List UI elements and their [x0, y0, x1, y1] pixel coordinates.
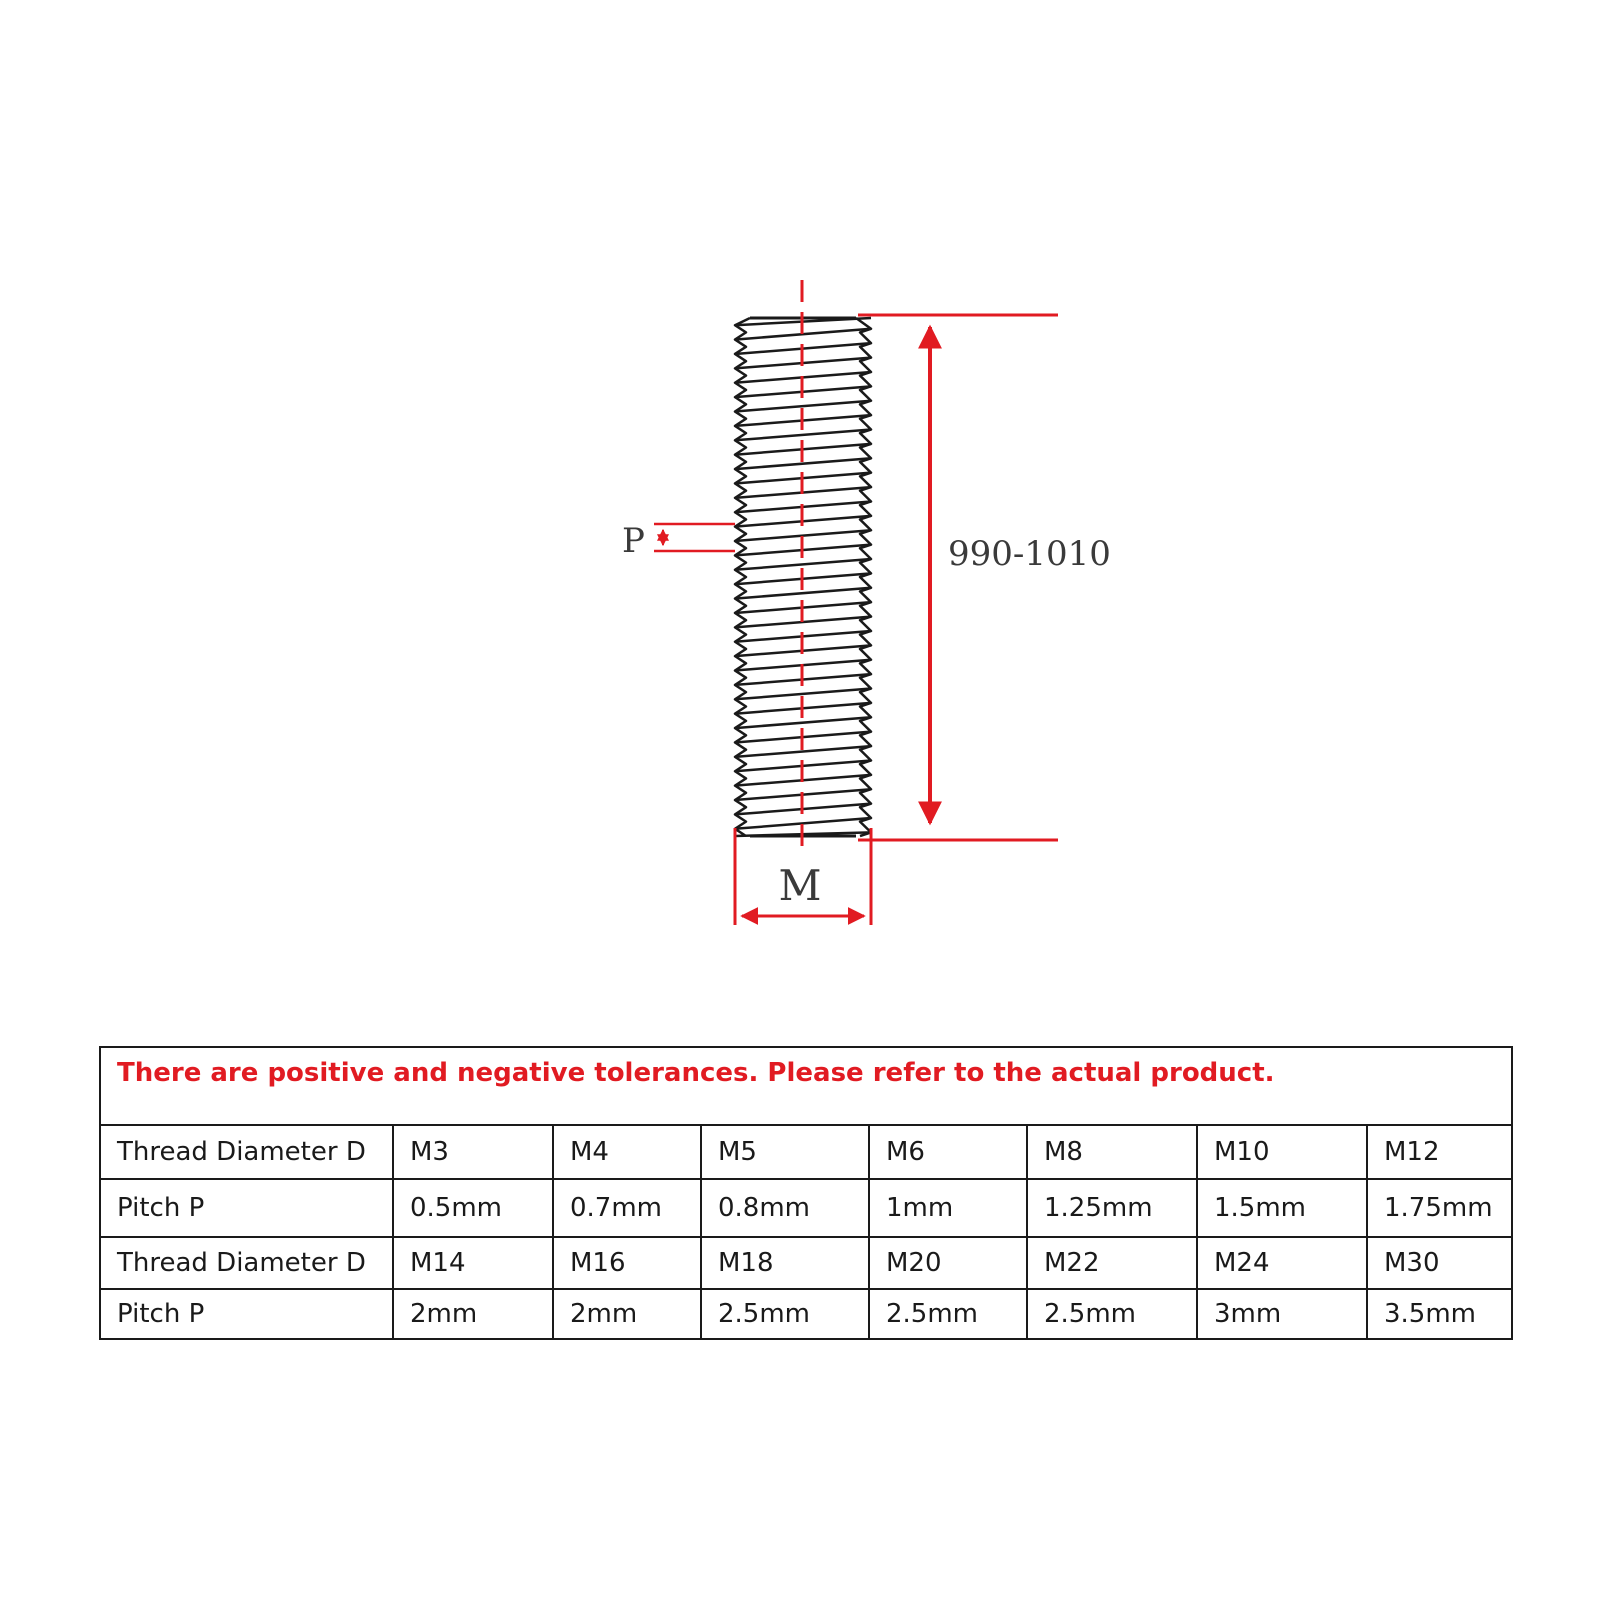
thread-crest-line: [735, 717, 871, 728]
table-cell: M14: [393, 1237, 553, 1289]
row-label: Thread Diameter D: [100, 1125, 393, 1179]
table-cell: 0.8mm: [701, 1179, 869, 1237]
row-label: Thread Diameter D: [100, 1237, 393, 1289]
table-cell: M16: [553, 1237, 701, 1289]
table-cell: M18: [701, 1237, 869, 1289]
table-cell: 0.7mm: [553, 1179, 701, 1237]
pitch-label: P: [622, 521, 645, 561]
table-cell: 2.5mm: [1027, 1289, 1197, 1339]
table-row: [100, 1237, 1512, 1289]
table-cell: 2.5mm: [869, 1289, 1027, 1339]
table-row: [100, 1179, 1512, 1237]
length-label: 990-1010: [948, 534, 1111, 574]
table-cell: M22: [1027, 1237, 1197, 1289]
table-cell: 3mm: [1197, 1289, 1367, 1339]
table-cell: M24: [1197, 1237, 1367, 1289]
table-cell: M3: [393, 1125, 553, 1179]
row-label: Pitch P: [100, 1179, 393, 1237]
table-cell: M4: [553, 1125, 701, 1179]
table-cell: M8: [1027, 1125, 1197, 1179]
table-row: [100, 1125, 1512, 1179]
table-cell: M6: [869, 1125, 1027, 1179]
table-cell: 2.5mm: [701, 1289, 869, 1339]
table-cell: 3.5mm: [1367, 1289, 1512, 1339]
table-cell: 2mm: [553, 1289, 701, 1339]
table-cell: M30: [1367, 1237, 1512, 1289]
diameter-label: M: [778, 861, 822, 910]
table-cell: 1.25mm: [1027, 1179, 1197, 1237]
table-cell: 0.5mm: [393, 1179, 553, 1237]
row-label: Pitch P: [100, 1289, 393, 1339]
table-cell: 1.5mm: [1197, 1179, 1367, 1237]
table-row: [100, 1289, 1512, 1339]
table-cell: M10: [1197, 1125, 1367, 1179]
table-cell: 1.75mm: [1367, 1179, 1512, 1237]
table-cell: M20: [869, 1237, 1027, 1289]
tolerance-notice: There are positive and negative tolerances. Please refer to the actual product.: [100, 1047, 1512, 1125]
thread-spec-table: [99, 1046, 1513, 1340]
table-cell: 2mm: [393, 1289, 553, 1339]
thread-crest-line: [735, 430, 871, 441]
table-cell: M12: [1367, 1125, 1512, 1179]
table-cell: 1mm: [869, 1179, 1027, 1237]
rod-right-profile: [856, 318, 871, 836]
notice-row: [100, 1047, 1512, 1125]
table-cell: M5: [701, 1125, 869, 1179]
